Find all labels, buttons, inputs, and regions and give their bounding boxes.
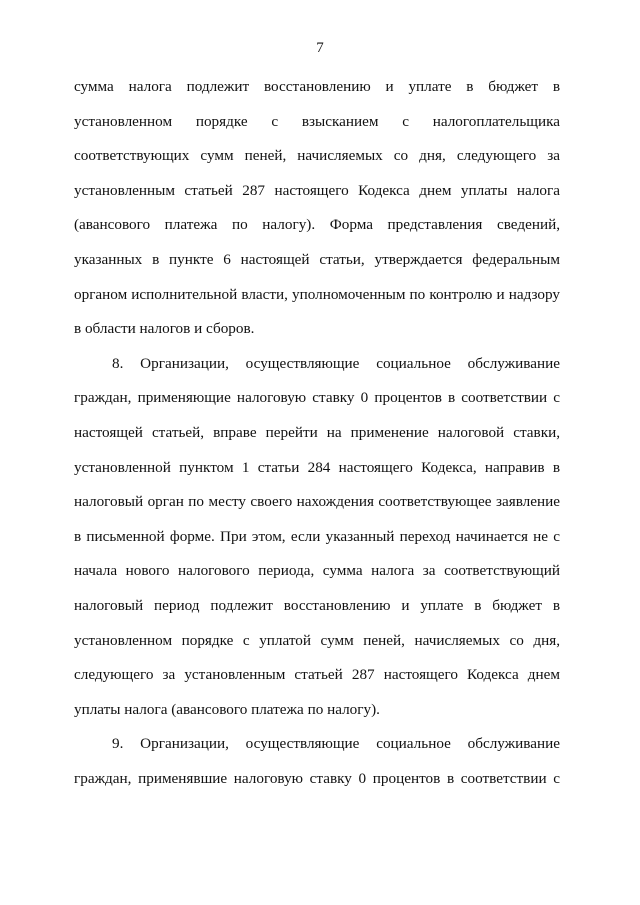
text-line: 9. Организации, осуществляющие социальное обслуживание	[112, 735, 560, 753]
text-line: настоящей статьей, вправе перейти на применение налоговой ставки,	[74, 423, 560, 441]
text-line: установленном порядке с уплатой сумм пеней, начисляемых со дня,	[74, 631, 560, 649]
text-line: сумма налога подлежит восстановлению и уплате в бюджет в	[74, 78, 560, 95]
text-line: соответствующих сумм пеней, начисляемых со дня, следующего за	[74, 147, 560, 165]
text-line: (авансового платежа по налогу). Форма представления сведений,	[74, 216, 560, 234]
text-line: начала нового налогового периода, сумма налога за соответствующий	[74, 562, 560, 580]
text-line: установленным статьей 287 настоящего Кодекса днем уплаты налога	[74, 181, 560, 199]
paragraph	[74, 76, 560, 353]
text-line: налоговый орган по месту своего нахождения соответствующее заявление	[74, 493, 560, 511]
text-line: установленной пунктом 1 статьи 284 настоящего Кодекса, направив в	[74, 458, 560, 476]
text-line: граждан, применявшие налоговую ставку 0 процентов в соответствии с	[74, 769, 560, 787]
paragraph	[74, 733, 560, 802]
text-line: указанных в пункте 6 настоящей статьи, утверждается федеральным	[74, 250, 560, 268]
text-line: в письменной форме. При этом, если указанный переход начинается не с	[74, 527, 560, 545]
text-line: 8. Организации, осуществляющие социальное обслуживание	[112, 354, 560, 372]
text-line: в области налогов и сборов.	[74, 320, 255, 338]
text-line: установленном порядке с взысканием с налогоплательщика	[74, 112, 560, 130]
text-line: следующего за установленным статьей 287 настоящего Кодекса днем	[74, 666, 560, 684]
text-line: налоговый период подлежит восстановлению и уплате в бюджет в	[74, 596, 560, 614]
text-line: органом исполнительной власти, уполномоченным по контролю и надзору	[74, 285, 560, 303]
text-line: уплаты налога (авансового платежа по налогу).	[74, 700, 380, 718]
text-line: граждан, применяющие налоговую ставку 0 процентов в соответствии с	[74, 389, 560, 407]
paragraph	[74, 353, 560, 734]
page-number: 7	[316, 40, 324, 56]
document-body	[74, 76, 560, 802]
